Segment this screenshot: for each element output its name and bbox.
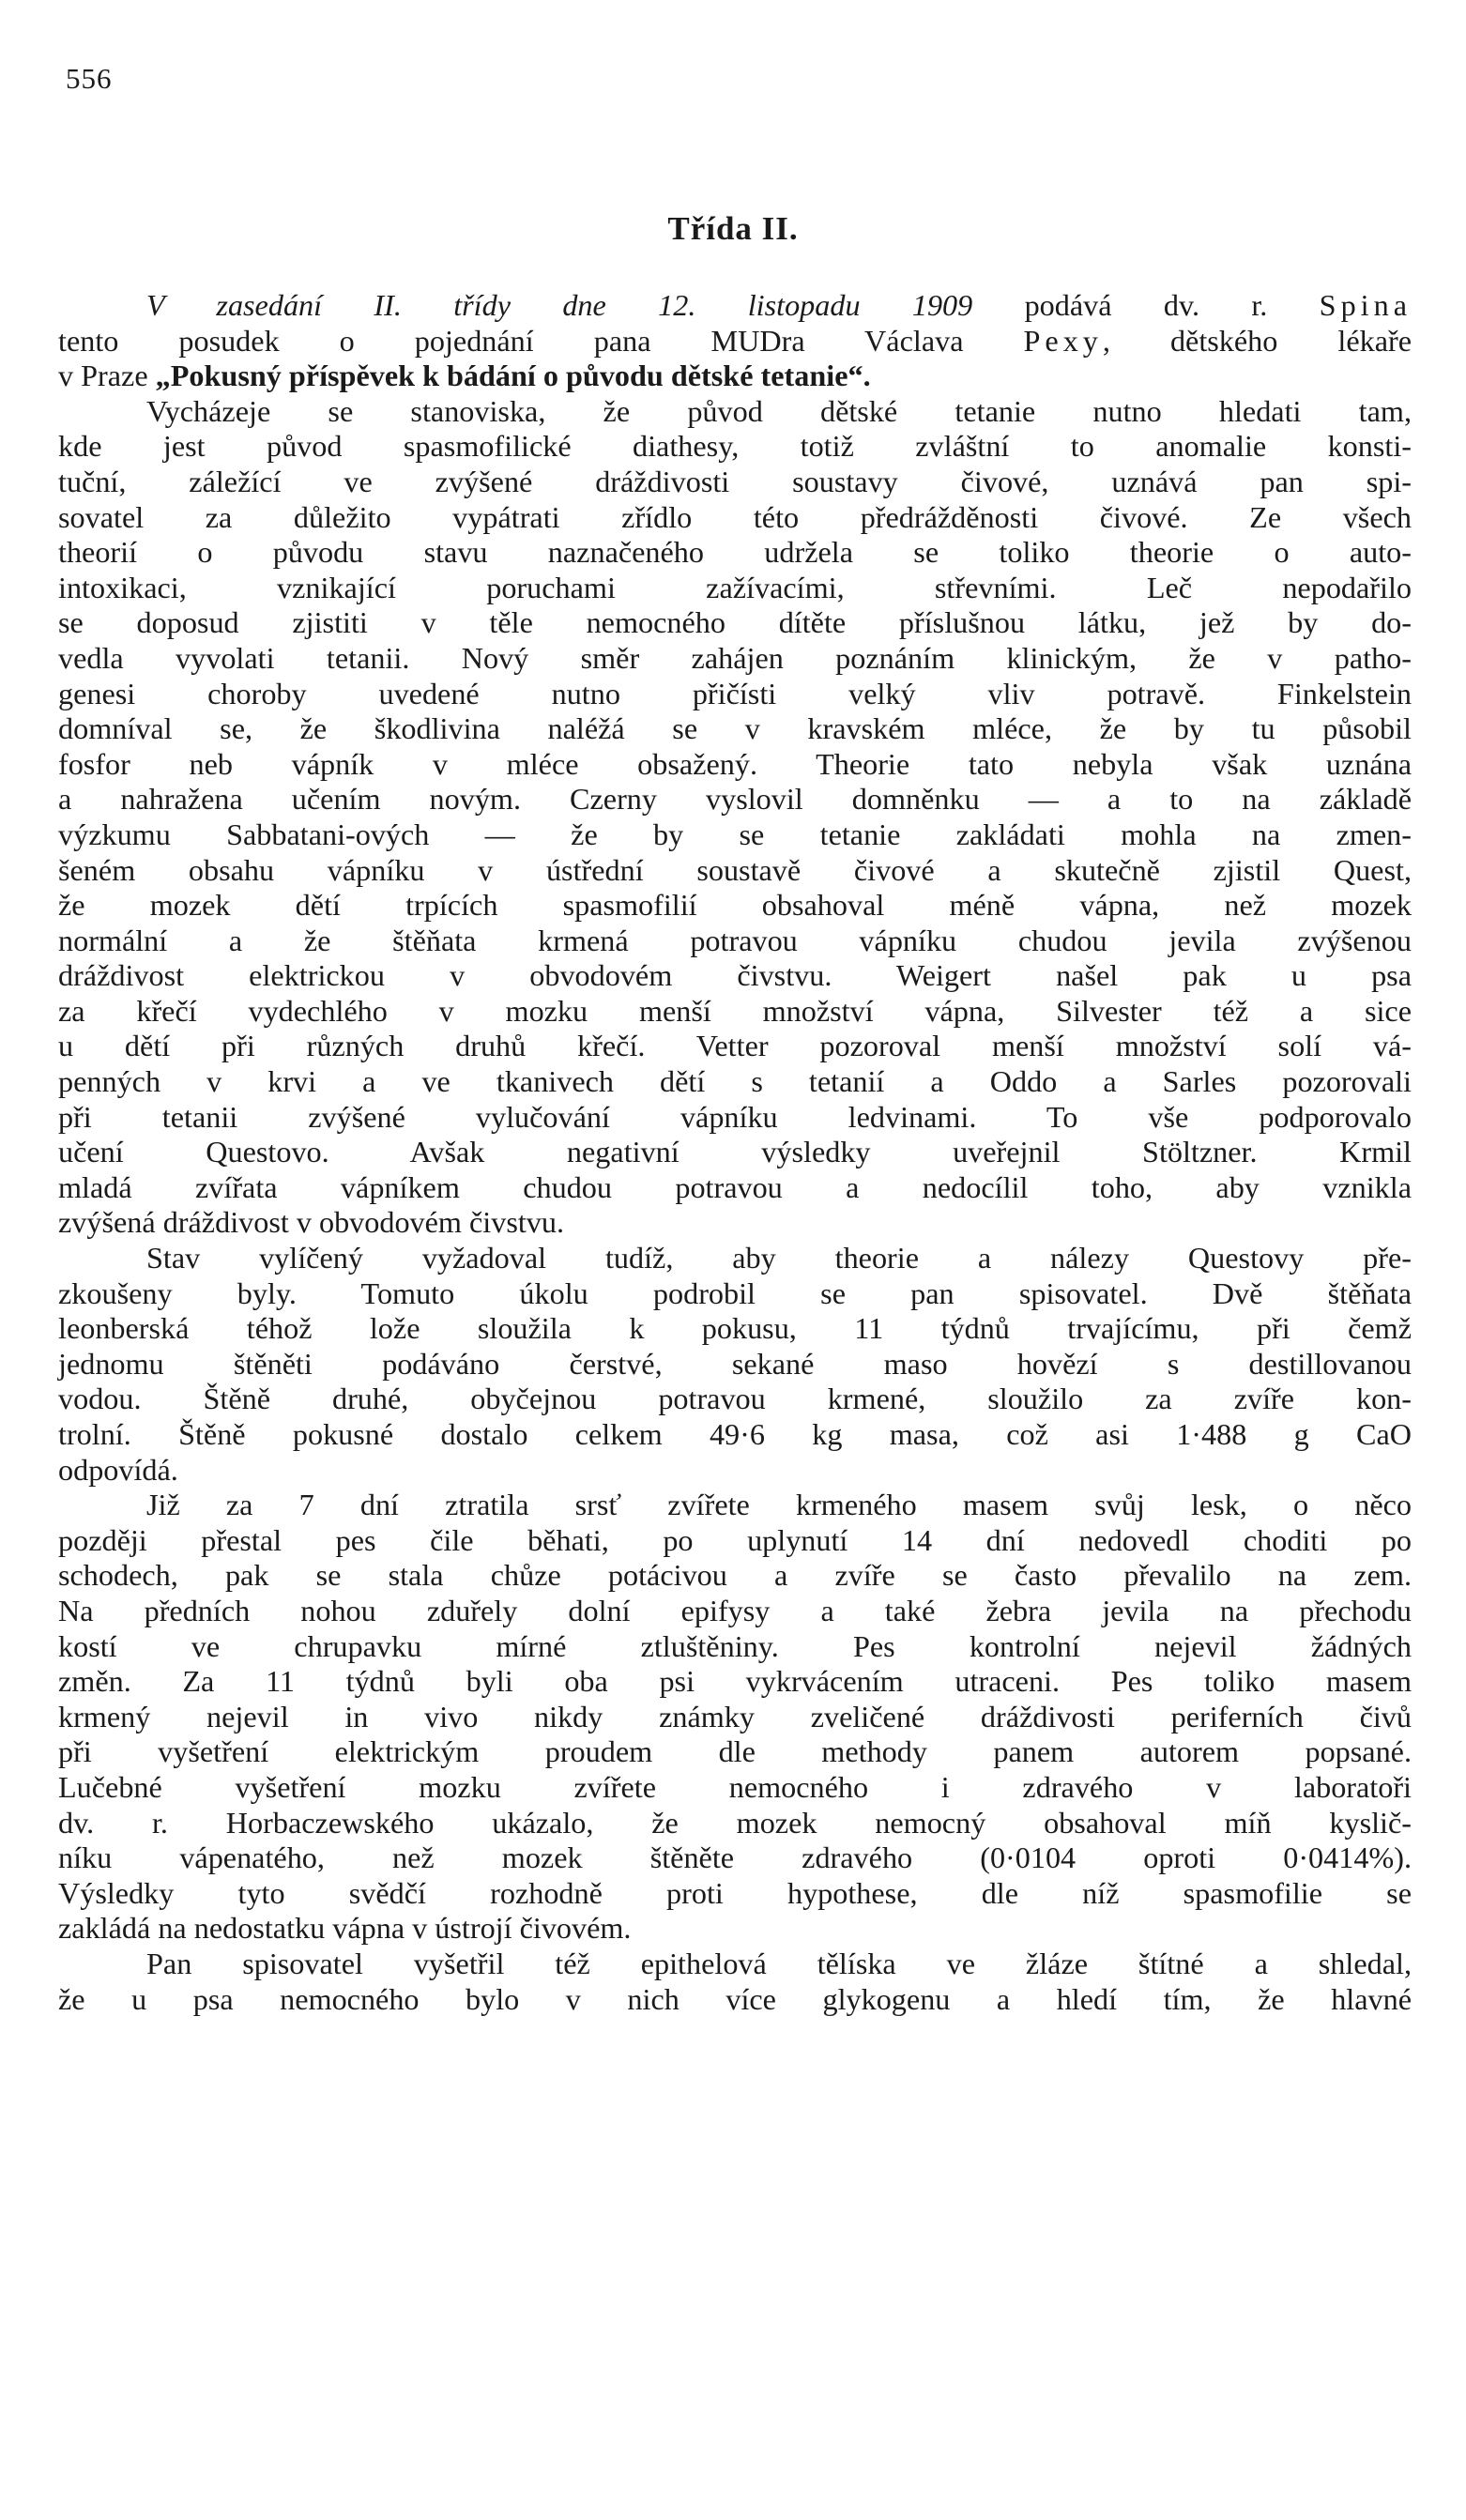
paragraph-3-line: při vyšetření elektrickým proudem dle methody panem autorem popsané.	[58, 1734, 1412, 1769]
paragraph-1-line: učení Questovo. Avšak negativní výsledky uveřejnil Stöltzner. Krmil	[58, 1135, 1412, 1169]
paragraph-3-line: změn. Za 11 týdnů byli oba psi vykrvácením utraceni. Pes toliko masem	[58, 1664, 1412, 1699]
intro-subject-name: Pexy	[1023, 323, 1103, 358]
paragraph-3-line: Již za 7 dní ztratila srsť zvířete krmeného masem svůj lesk, o něco	[146, 1488, 1412, 1522]
paragraph-1-line: domníval se, že škodlivina naléžá se v kravském mléce, že by tu působil	[58, 711, 1412, 746]
paragraph-3-line: Výsledky tyto svědčí rozhodně proti hypothese, dle níž spasmofilie se	[58, 1875, 1412, 1910]
paragraph-3-line: zakládá na nedostatku vápna v ústrojí čivovém.	[58, 1911, 632, 1946]
paragraph-1-line: a nahražena učením novým. Czerny vyslovil domněnku — a to na základě	[58, 782, 1412, 817]
paragraph-1-line: mladá zvířata vápníkem chudou potravou a nedocílil toho, aby vznikla	[58, 1169, 1412, 1204]
paragraph-2-line: Stav vylíčený vyžadoval tudíž, aby theorie a nálezy Questovy pře-	[146, 1241, 1412, 1275]
paragraph-1-line: výzkumu Sabbatani-ových — že by se tetanie zakládati mohla na zmen-	[58, 817, 1412, 851]
intro-place: v Praze	[58, 359, 156, 393]
section-heading: Třída II.	[667, 210, 799, 247]
intro-date-phrase: V zasedání II. třídy dne 12. listopadu 1909	[146, 288, 973, 322]
paragraph-3-line: Na předních nohou zduřely dolní epifysy a také žebra jevila na přechodu	[58, 1593, 1412, 1627]
paragraph-3-line: krmený nejevil in vivo nikdy známky zveličené dráždivosti periferních čivů	[58, 1699, 1412, 1733]
paragraph-4-line: že u psa nemocného bylo v nich více glykogenu a hledí tím, že hlavné	[58, 1981, 1412, 2016]
paragraph-1-line: že mozek dětí trpících spasmofilií obsahoval méně vápna, než mozek	[58, 888, 1412, 923]
paragraph-1-line: theorií o původu stavu naznačeného udržela se toliko theorie o auto-	[58, 535, 1412, 570]
paragraph-1-line: u dětí při různých druhů křečí. Vetter pozoroval menší množství solí vá-	[58, 1029, 1412, 1063]
paragraph-1-line: šeném obsahu vápníku v ústřední soustavě čivové a skutečně zjistil Quest,	[58, 852, 1412, 887]
paragraph-1-line: vedla vyvolati tetanii. Nový směr zahájen poznáním klinickým, že v patho-	[58, 640, 1412, 675]
intro-verb: podává dv. r.	[972, 288, 1320, 322]
paragraph-1-line: sovatel za důležito vypátrati zřídlo této předrážděnosti čivové. Ze všech	[58, 499, 1412, 534]
paragraph-1-line: intoxikaci, vznikající poruchami zažívacími, střevními. Leč nepodařilo	[58, 570, 1412, 604]
intro-line-3	[58, 359, 1412, 394]
paragraph-3-line: níku vápenatého, než mozek štěněte zdravého (0·0104 oproti 0·0414%).	[58, 1840, 1412, 1875]
paragraph-1-line: při tetanii zvýšené vylučování vápníku ledvinami. To vše podporovalo	[58, 1099, 1412, 1134]
intro-line-2	[58, 324, 1412, 359]
paper-title: „Pokusný příspěvek k bádání o původu dětské tetanie“.	[155, 359, 871, 393]
intro-text: tento posudek o pojednání pana MUDra Václava	[58, 323, 1024, 358]
paragraph-2-line: zkoušeny byly. Tomuto úkolu podrobil se pan spisovatel. Dvě štěňata	[58, 1275, 1412, 1310]
paragraph-1-line: penných v krvi a ve tkanivech dětí s tetanií a Oddo a Sarles pozorovali	[58, 1064, 1412, 1099]
paragraph-1-line: za křečí vydechlého v mozku menší množství vápna, Silvester též a sice	[58, 993, 1412, 1028]
paragraph-2-line: vodou. Štěně druhé, obyčejnou potravou krmené, sloužilo za zvíře kon-	[58, 1382, 1412, 1416]
paragraph-2-line: odpovídá.	[58, 1452, 178, 1487]
paragraph-2-line: jednomu štěněti podáváno čerstvé, sekané maso hovězí s destillovanou	[58, 1346, 1412, 1381]
paragraph-1-line: zvýšená dráždivost v obvodovém čivstvu.	[58, 1205, 565, 1240]
paragraph-3-line: schodech, pak se stala chůze potácivou a zvíře se často převalilo na zem.	[58, 1558, 1412, 1593]
paragraph-1-line: kde jest původ spasmofilické diathesy, totiž zvláštní to anomalie konsti-	[58, 429, 1412, 464]
paragraph-2-line: leonberská téhož lože sloužila k pokusu, 11 týdnů trvajícímu, při čemž	[58, 1311, 1412, 1346]
paragraph-1-line: normální a že štěňata krmená potravou vápníku chudou jevila zvýšenou	[58, 923, 1412, 957]
paragraph-1-line: Vycházeje se stanoviska, že původ dětské tetanie nutno hledati tam,	[146, 393, 1412, 428]
paragraph-1-line: dráždivost elektrickou v obvodovém čivstvu. Weigert našel pak u psa	[58, 958, 1412, 993]
paragraph-2-line: trolní. Štěně pokusné dostalo celkem 49·6 kg masa, což asi 1·488 g CaO	[58, 1417, 1412, 1451]
paragraph-3-line: později přestal pes čile běhati, po uplynutí 14 dní nedovedl choditi po	[58, 1522, 1412, 1557]
paragraph-1-line: se doposud zjistiti v těle nemocného dítěte příslušnou látku, jež by do-	[58, 605, 1412, 640]
paragraph-1-line: genesi choroby uvedené nutno přičísti velký vliv potravě. Finkelstein	[58, 676, 1412, 710]
page-number: 556	[66, 62, 113, 95]
intro-line-1	[58, 288, 1412, 324]
intro-text-tail: , dětského lékaře	[1102, 323, 1413, 358]
paragraph-4-line: Pan spisovatel vyšetřil též epithelová tělíska ve žláze štítné a shledal,	[146, 1946, 1412, 1980]
intro-author-name: Spina	[1319, 288, 1412, 322]
body-text	[58, 288, 1412, 2017]
paragraph-1-line: tuční, záležící ve zvýšené dráždivosti soustavy čivové, uznává pan spi-	[58, 464, 1412, 498]
paragraph-1-line: fosfor neb vápník v mléce obsažený. Theorie tato nebyla však uznána	[58, 746, 1412, 781]
paragraph-3-line: dv. r. Horbaczewského ukázalo, že mozek nemocný obsahoval míň kyslič-	[58, 1805, 1412, 1840]
paragraph-3-line: Lučebné vyšetření mozku zvířete nemocného i zdravého v laboratoři	[58, 1769, 1412, 1804]
paragraph-3-line: kostí ve chrupavku mírné ztluštěniny. Pes kontrolní nejevil žádných	[58, 1628, 1412, 1663]
